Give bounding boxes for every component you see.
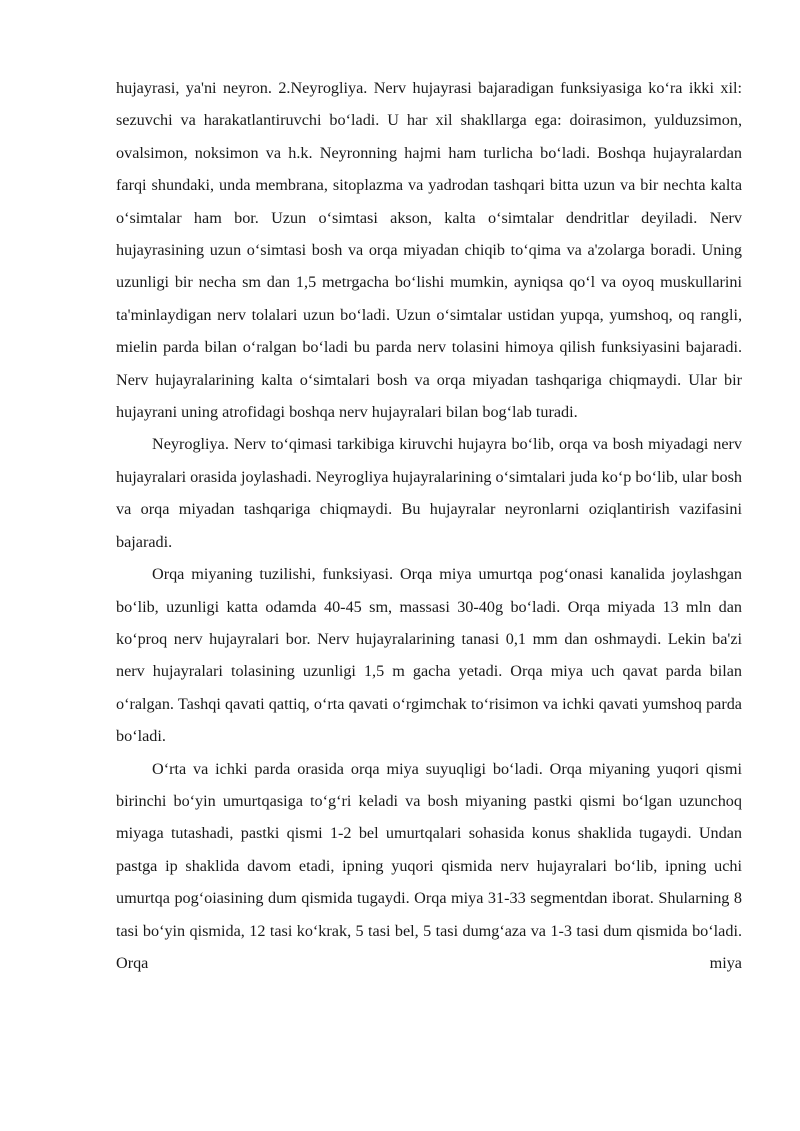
document-page	[116, 72, 742, 979]
paragraph-spinal-cord-membranes: O‘rta va ichki parda orasida orqa miya suyuqligi bo‘ladi. Orqa miyaning yuqori qismi birinchi bo‘yin umurtqasiga to‘g‘ri keladi va bosh miyaning pastki qismi bo‘lgan uzunchoq miyaga tutashadi, pastki qismi 1-2 bel umurtqalari sohasida konus shaklida tugaydi. Undan pastga ip shaklida davom etadi, ipning yuqori qismida nerv hujayralari bo‘lib, ipning uchi umurtqa pog‘oiasining dum qismida tugaydi. Orqa miya 31-33 segmentdan iborat. Shularning 8 tasi bo‘yin qismida, 12 tasi ko‘krak, 5 tasi bel, 5 tasi dumg‘aza va 1-3 tasi dum qismida bo‘ladi. Orqa miya	[116, 759, 742, 972]
paragraph-neuron-structure: hujayrasi, ya'ni neyron. 2.Neyrogliya. Nerv hujayrasi bajaradigan funksiyasiga ko‘ra ikki xil: sezuvchi va harakatlantiruvchi bo‘ladi. U har xil shakllarga ega: doirasimon, yulduzsimon, ovalsimon, noksimon va h.k. Neyronning hajmi ham turlicha bo‘ladi. Boshqa hujayralardan farqi shundaki, unda membrana, sitoplazma va yadrodan tashqari bitta uzun va bir nechta kalta o‘simtalar ham bor. Uzun o‘simtasi akson, kalta o‘simtalar dendritlar deyiladi. Nerv hujayrasining uzun o‘simtasi bosh va orqa miyadan chiqib to‘qima va a'zolarga boradi. Uning uzunligi bir necha sm dan 1,5 metrgacha bo‘lishi mumkin, ayniqsa qo‘l va oyoq muskullarini ta'minlaydigan nerv tolalari uzun bo‘ladi. Uzun o‘simtalar ustidan yupqa, yumshoq, oq rangli, mielin parda bilan o‘ralgan bo‘ladi bu parda nerv tolasini himoya qilish funksiyasini bajaradi. Nerv hujayralarining kalta o‘simtalari bosh va orqa miyadan tashqariga chiqmaydi. Ular bir hujayrani uning atrofidagi boshqa nerv hujayralari bilan bog‘lab turadi.	[116, 79, 742, 422]
paragraph-spinal-cord-structure: Orqa miyaning tuzilishi, funksiyasi. Orqa miya umurtqa pog‘onasi kanalida joylashgan bo‘lib, uzunligi katta odamda 40-45 sm, massasi 30-40g bo‘ladi. Orqa miyada 13 mln dan ko‘proq nerv hujayralari bor. Nerv hujayralarining tanasi 0,1 mm dan oshmaydi. Lekin ba'zi nerv hujayralari tolasining uzunligi 1,5 m gacha yetadi. Orqa miya uch qavat parda bilan o‘ralgan. Tashqi qavati qattiq, o‘rta qavati o‘rgimchak to‘risimon va ichki qavati yumshoq parda bo‘ladi.	[116, 565, 742, 746]
paragraph-neuroglia: Neyrogliya. Nerv to‘qimasi tarkibiga kiruvchi hujayra bo‘lib, orqa va bosh miyadagi nerv hujayralari orasida joylashadi. Neyrogliya hujayralarining o‘simtalari juda ko‘p bo‘lib, ular bosh va orqa miyadan tashqariga chiqmaydi. Bu hujayralar neyronlarni oziqlantirish vazifasini bajaradi.	[116, 435, 742, 551]
